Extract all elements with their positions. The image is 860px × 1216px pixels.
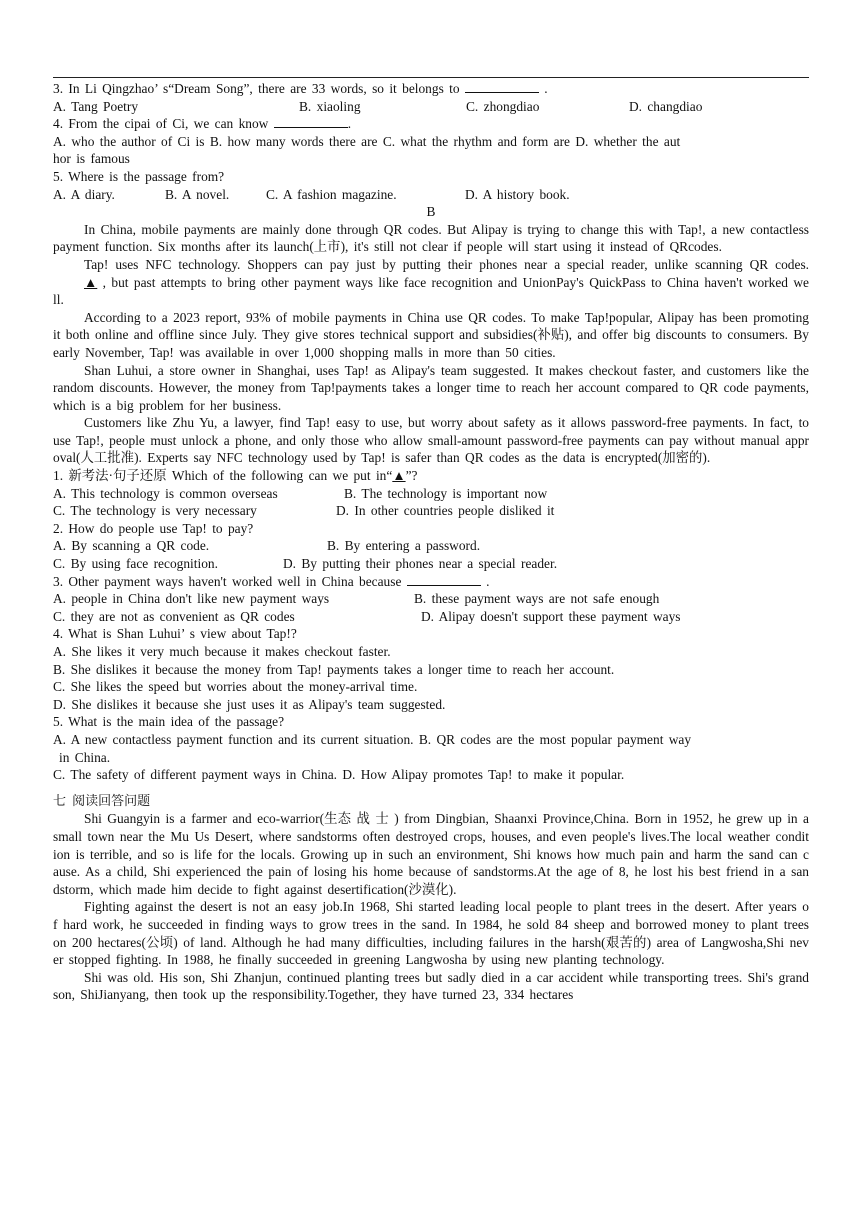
- passage-b-paragraph-2: Tap! uses NFC technology. Shoppers can pay just by putting their phones near a special reader, unlike scanning QR codes. ▲ , but past attempts to bring other payment ways like face recognition and UnionPay's QuickPass to China haven't worked well.: [53, 256, 809, 308]
- question-a4-options-line2: hor is famous: [53, 151, 130, 167]
- question-b2: 2. How do people use Tap! to pay?: [53, 520, 254, 536]
- section7-paragraph-1: Shi Guangyin is a farmer and eco-warrior(生态 战 士 ) from Dingbian, Shaanxi Province,China. Born in 1952, he grew up in a small town near the Mu Us Desert, where sandstorms often destroyed crops, houses, and even people's lives.The local weather condition is terrible, and so is life for the locals. Growing up in such an environment, Shi knows how much pain and harm the sand can cause. As a child, Shi experienced the pain of losing his home because of sandstorms.At the age of 8, he lost his best friend in a sandstorm, which made him decide to fight against desertification(沙漠化).: [53, 811, 809, 897]
- question-b3-options-cd: [53, 608, 809, 626]
- question-a5: 5. Where is the passage from?: [53, 168, 225, 184]
- option-c: C. She likes the speed but worries about the money-arrival time.: [53, 679, 418, 695]
- option-d: D. changdiao: [629, 98, 703, 114]
- question-a4-options-line1: A. who the author of Ci is B. how many words there are C. what the rhythm and form are D. whether the aut: [53, 133, 681, 149]
- question-b5: 5. What is the main idea of the passage?: [53, 714, 285, 730]
- answer-blank: [274, 115, 348, 128]
- question-b1-options-cd: [53, 502, 809, 520]
- header-rule: [53, 77, 809, 78]
- question-b5-options-ab-line1: A. A new contactless payment function and its current situation. B. QR codes are the most popular payment way: [53, 731, 692, 747]
- question-a4: 4. From the cipai of Ci, we can know .: [53, 116, 352, 132]
- option-b: B. By entering a password.: [327, 538, 481, 554]
- option-c: C. A fashion magazine.: [266, 186, 397, 202]
- option-d: D. A history book.: [465, 186, 570, 202]
- question-b2-options-cd: [53, 555, 809, 573]
- section-label-b: B: [426, 204, 436, 220]
- question-b4: 4. What is Shan Luhui’ s view about Tap!?: [53, 626, 297, 642]
- option-d: D. In other countries people disliked it: [336, 503, 555, 519]
- passage-b-paragraph-1: In China, mobile payments are mainly done through QR codes. But Alipay is trying to change this with Tap!, a new contactless payment function. Six months after its launch(上市), it's still not clear if people will start using it instead of QRcodes.: [53, 221, 809, 255]
- option-b: B. these payment ways are not safe enough: [414, 591, 660, 607]
- option-c: C. The technology is very necessary: [53, 503, 257, 519]
- option-d: D. She dislikes it because she just uses it as Alipay's team suggested.: [53, 696, 446, 712]
- question-b1: 1. 新考法·句子还原 Which of the following can we put in“▲”?: [53, 468, 418, 484]
- option-c: C. By using face recognition.: [53, 556, 218, 572]
- question-b2-options-ab: [53, 537, 809, 555]
- section7-paragraph-3: Shi was old. His son, Shi Zhanjun, continued planting trees but sadly died in a car accident while transporting trees. Shi's grandson, ShiJianyang, then took up the responsibility.Together, they have turned 23, 334 hectares: [53, 969, 809, 1003]
- option-b: B. A novel.: [165, 186, 230, 202]
- answer-blank: [407, 573, 481, 586]
- option-c: C. they are not as convenient as QR codes: [53, 608, 295, 624]
- option-a: A. She likes it very much because it makes checkout faster.: [53, 644, 391, 659]
- question-b3-options-ab: [53, 590, 809, 608]
- option-a: A. people in China don't like new payment ways: [53, 591, 330, 607]
- option-c: C. zhongdiao: [466, 98, 540, 114]
- section7-paragraph-2: Fighting against the desert is not an easy job.In 1968, Shi started leading local people to plant trees in the desert. After years of hard work, he succeeded in finding ways to grow trees in the sand. In 1984, he sold 84 sheep and borrowed money to plant trees on 200 hectares(公顷) of land. Although he had many difficulties, including failures in the harsh(艰苦的) area of Langwosha,Shi never stopped fighting. In 1988, he finally succeeded in greening Langwosha by using new planting technology.: [53, 899, 809, 968]
- question-a5-options: [53, 186, 809, 204]
- question-b5-options-cd: C. The safety of different payment ways in China. D. How Alipay promotes Tap! to make it popular.: [53, 767, 625, 783]
- passage-b-paragraph-5: Customers like Zhu Yu, a lawyer, find Tap! easy to use, but worry about safety as it allows password-free payments. In fact, to use Tap!, people must unlock a phone, and only those who allow small-amount password-free payments can pay without manual approval(人工批准). Experts say NFC technology used by Tap! is safer than QR codes as the data is encrypted(加密的).: [53, 415, 809, 466]
- option-b: B. The technology is important now: [344, 485, 548, 501]
- option-a: A. This technology is common overseas: [53, 485, 278, 501]
- question-a3-options: [53, 98, 809, 116]
- question-b3: 3. Other payment ways haven't worked well in China because .: [53, 573, 490, 589]
- option-a: A. By scanning a QR code.: [53, 538, 210, 554]
- section-heading: 七 阅读回答问题: [53, 793, 151, 809]
- document-body: [53, 80, 809, 1004]
- question-b1-options-ab: [53, 485, 809, 503]
- sentence-blank: ▲: [392, 468, 406, 484]
- answer-blank: [465, 80, 539, 93]
- passage-b-paragraph-4: Shan Luhui, a store owner in Shanghai, uses Tap! as Alipay's team suggested. It makes checkout faster, and customers like the random discounts. However, the money from Tap!payments takes a longer time to reach her account compared to QR code payments, which is a big problem for her business.: [53, 362, 809, 413]
- question-b5-options-ab-line2: in China.: [59, 749, 111, 765]
- question-a3: 3. In Li Qingzhao’ s“Dream Song”, there are 33 words, so it belongs to .: [53, 81, 548, 96]
- option-b: B. She dislikes it because the money from Tap! payments takes a longer time to reach her account.: [53, 661, 615, 677]
- option-b: B. xiaoling: [299, 98, 361, 114]
- option-d: D. Alipay doesn't support these payment ways: [421, 608, 681, 624]
- option-a: A. Tang Poetry: [53, 98, 139, 114]
- passage-b-paragraph-3: According to a 2023 report, 93% of mobile payments in China use QR codes. To make Tap!popular, Alipay has been promoting it both online and offline since July. They give stores technical support and subsidies(补贴), and offer big discounts to consumers. By early November, Tap! was available in over 1,000 shopping malls in more than 50 cities.: [53, 309, 809, 360]
- sentence-blank: ▲: [84, 274, 98, 290]
- option-d: D. By putting their phones near a special reader.: [283, 556, 558, 572]
- option-a: A. A diary.: [53, 186, 115, 202]
